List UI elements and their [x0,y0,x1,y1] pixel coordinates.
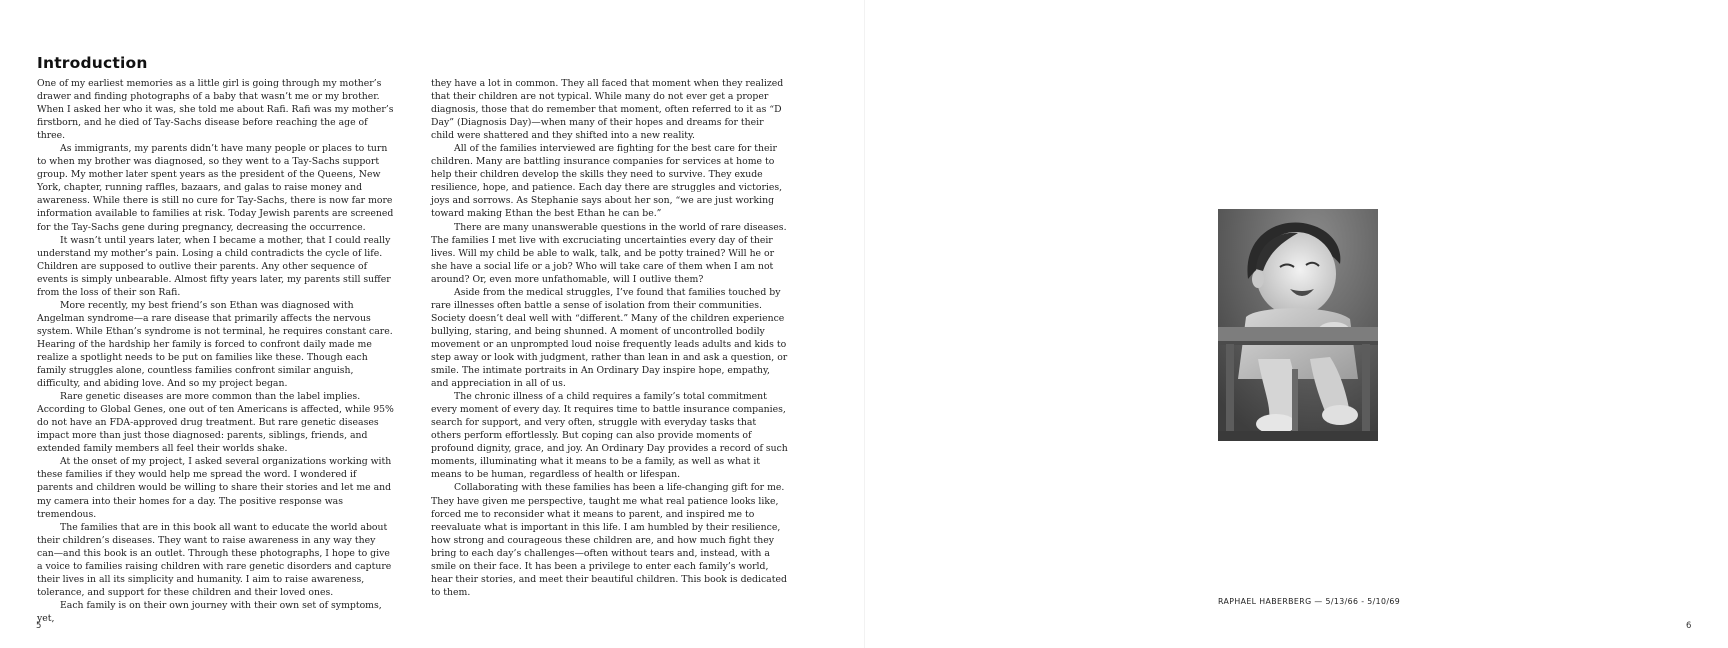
paragraph: they have a lot in common. They all faced that moment when they realized that their children are not typical. While many do not ever get a proper diagnosis, those that do remember that moment, often referred to it as “D Day” (Diagnosis Day)—when many of their hopes and dreams for their child were shattered and they shifted into a new reality. [431,78,784,142]
paragraph: The families that are in this book all want to educate the world about their children’s diseases. They want to raise awareness in any way they can—and this book is an outlet. Through these photographs, I hope to give a voice to families raising children with rare genetic disorders and capture their lives in all its simplicity and humanity. I aim to raise awareness, tolerance, and support for these children and their loved ones. [37,521,392,598]
paragraph: All of the families interviewed are fighting for the best care for their children. Many are battling insurance companies for services at home to help their children develop the skills they need to survive. They exude resilience, hope, and patience. Each day there are struggles and victories, joys and sorrows. As Stephanie says about her son, “we are just working toward making Ethan the best Ethan he can be.” [431,143,783,220]
paragraph: Rare genetic diseases are more common than the label implies. According to Global Genes, one out of ten Americans is affected, while 95% do not have an FDA-approved drug treatment. But rare genetic diseases impact more than just those diagnosed: parents, siblings, friends, and extended family members all feel their worlds shake. [37,391,394,455]
paragraph: Each family is on their own journey with their own set of symptoms, yet, [37,599,382,624]
page-number-right: 6 [1686,621,1692,631]
page-number-left: 5 [36,621,42,631]
text-column-right [431,77,789,607]
paragraph: There are many unanswerable questions in the world of rare diseases. The families I met live with excruciating uncertainties every day of their lives. Will my child be able to walk, talk, and be potty trained? Will he or she have a social life or a job? Who will take care of them when I am not around? Or, even more unfathomable, will I outlive them? [431,221,787,285]
paragraph: More recently, my best friend’s son Ethan was diagnosed with Angelman syndrome—a rare disease that primarily affects the nervous system. While Ethan’s syndrome is not terminal, he requires constant care. Hearing of the hardship her family is forced to confront daily made me realize a spotlight needs to be put on families like these. Though each family struggles alone, countless families confront similar anguish, difficulty, and abiding love. And so my project began. [37,299,393,390]
baby-photograph [1218,209,1378,441]
photo-caption: RAPHAEL HABERBERG — 5/13/66 - 5/10/69 [1218,597,1401,606]
paragraph: It wasn’t until years later, when I became a mother, that I could really understand my mother’s pain. Losing a child contradicts the cycle of life. Children are supposed to outlive their parents. Any other sequence of events is simply unbearable. Almost fifty years later, my parents still suffer from the loss of their son Rafi. [37,234,391,298]
paragraph: One of my earliest memories as a little girl is going through my mother’s drawer and finding photographs of a baby that wasn’t me or my brother. When I asked her who it was, she told me about Rafi. Rafi was my mother’s firstborn, and he died of Tay-Sachs disease before reaching the age of three. [37,78,394,142]
text-column-left [37,77,395,624]
paragraph: At the onset of my project, I asked several organizations working with these families if they would help me spread the word. I wondered if parents and children would be willing to share their stories and let me and my camera into their homes for a day. The positive response was tremendous. [37,456,392,520]
paragraph: Collaborating with these families has been a life-changing gift for me. They have given me perspective, taught me what real patience looks like, forced me to reconsider what it means to parent, and inspired me to reevaluate what is important in this life. I am humbled by their resilience, how strong and courageous these children are, and how much fight they bring to each day’s challenges—often without tears and, instead, with a smile on their face. It has been a privilege to enter each family’s world, hear their stories, and meet their beautiful children. This book is dedicated to them. [431,482,787,598]
paragraph: Aside from the medical struggles, I’ve found that families touched by rare illnesses often battle a sense of isolation from their communities. Society doesn’t deal well with “different.” Many of the children experience bullying, staring, and being shunned. A moment of uncontrolled bodily movement or an unprompted loud noise frequently leads adults and kids to step away or look with judgment, rather than lean in and ask a question, or smile. The intimate portraits in An Ordinary Day inspire hope, empathy, and appreciation in all of us. [431,286,788,390]
page-title: Introduction [37,54,148,72]
paragraph: The chronic illness of a child requires a family’s total commitment every moment of every day. It requires time to battle insurance companies, search for support, and very often, struggle with everyday tasks that others perform effortlessly. But coping can also provide moments of profound dignity, grace, and joy. An Ordinary Day provides a record of such moments, illuminating what it means to be a family, as well as what it means to be human, regardless of health or lifespan. [431,391,788,481]
paragraph: As immigrants, my parents didn’t have many people or places to turn to when my brother was diagnosed, so they went to a Tay-Sachs support group. My mother later spent years as the president of the Queens, New York, chapter, running raffles, bazaars, and galas to raise money and awareness. While there is still no cure for Tay-Sachs, there is now far more information available to families at risk. Today Jewish parents are screened for the Tay-Sachs gene during pregnancy, decreasing the occurrence. [37,143,394,233]
page-gutter [864,0,865,648]
